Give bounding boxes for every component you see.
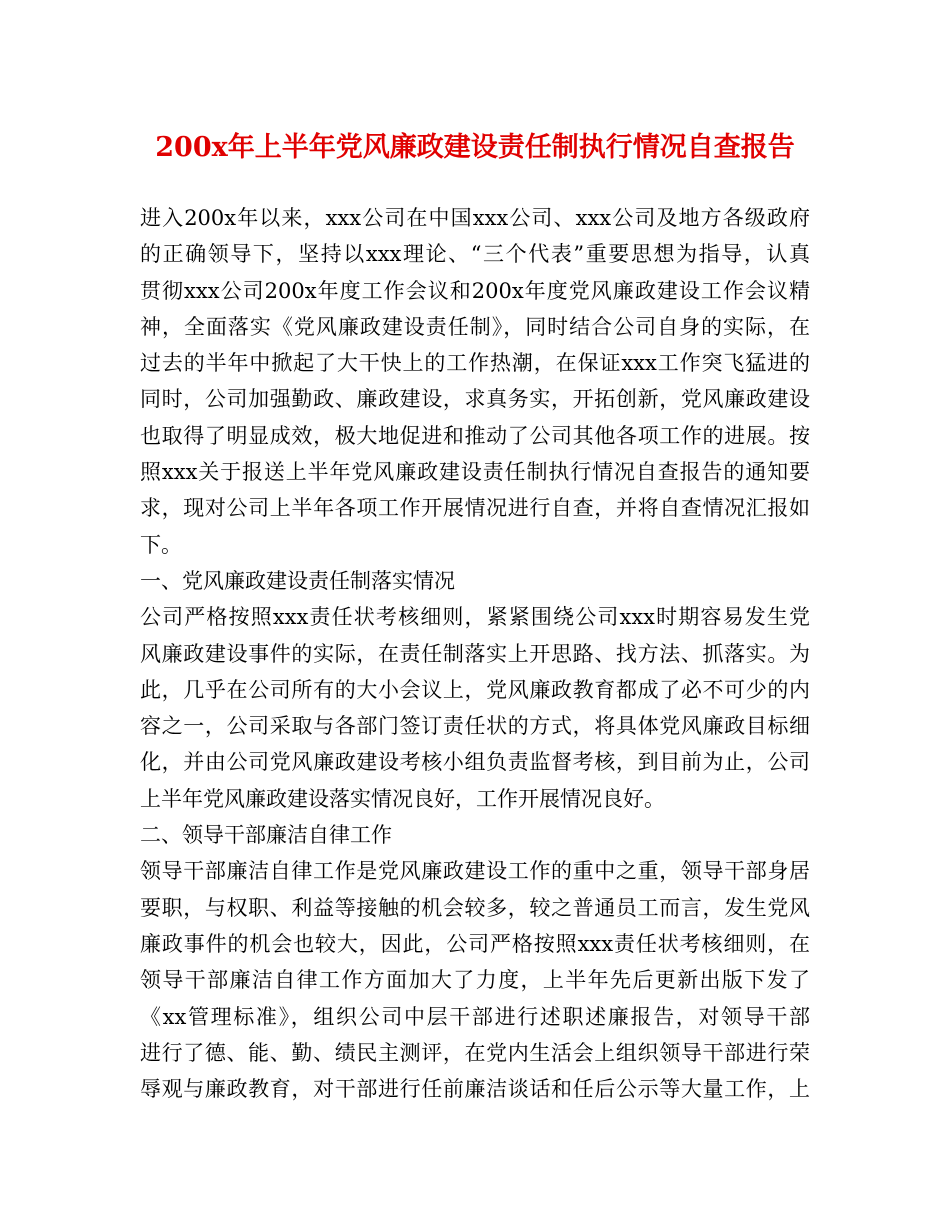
body-line: 《xx管理标准》，组织公司中层干部进行述职述廉报告，对领导干部 <box>140 1004 810 1029</box>
body-line: 风廉政建设事件的实际，在责任制落实上开思路、找方法、抓落实。为 <box>140 641 810 666</box>
body-line: 同时，公司加强勤政、廉政建设，求真务实，开拓创新，党风廉政建设 <box>140 387 810 412</box>
body-line: 廉政事件的机会也较大，因此，公司严格按照xxx责任状考核细则，在 <box>140 931 810 956</box>
body-line: 领导干部廉洁自律工作方面加大了力度，上半年先后更新出版下发了 <box>140 968 810 993</box>
section-heading: 二、领导干部廉洁自律工作 <box>140 823 392 848</box>
body-line: 神，全面落实《党风廉政建设责任制》，同时结合公司自身的实际，在 <box>140 314 810 339</box>
body-line: 领导干部廉洁自律工作是党风廉政建设工作的重中之重，领导干部身居 <box>140 859 810 884</box>
body-line: 贯彻xxx公司200x年度工作会议和200x年度党风廉政建设工作会议精 <box>140 278 810 303</box>
body-line: 也取得了明显成效，极大地促进和推动了公司其他各项工作的进展。按 <box>140 423 810 448</box>
document-body <box>140 200 820 1107</box>
section-heading: 一、党风廉政建设责任制落实情况 <box>140 568 455 593</box>
body-line: 上半年党风廉政建设落实情况良好，工作开展情况良好。 <box>140 786 665 811</box>
body-line: 照xxx关于报送上半年党风廉政建设责任制执行情况自查报告的通知要 <box>140 460 810 485</box>
body-line: 化，并由公司党风廉政建设考核小组负责监督考核，到目前为止，公司 <box>140 750 810 775</box>
body-line: 求，现对公司上半年各项工作开展情况进行自查，并将自查情况汇报如 <box>140 496 810 521</box>
body-line: 要职，与权职、利益等接触的机会较多，较之普通员工而言，发生党风 <box>140 895 810 920</box>
body-line: 下。 <box>140 532 182 557</box>
body-line: 此，几乎在公司所有的大小会议上，党风廉政教育都成了必不可少的内 <box>140 677 810 702</box>
body-line: 公司严格按照xxx责任状考核细则，紧紧围绕公司xxx时期容易发生党 <box>140 605 810 630</box>
document-title: 200x年上半年党风廉政建设责任制执行情况自查报告 <box>155 132 795 163</box>
body-line: 过去的半年中掀起了大干快上的工作热潮，在保证xxx工作突飞猛进的 <box>140 351 810 376</box>
body-line: 的正确领导下，坚持以xxx理论、“三个代表”重要思想为指导，认真 <box>140 242 810 267</box>
body-line: 进行了德、能、勤、绩民主测评，在党内生活会上组织领导干部进行荣 <box>140 1040 810 1065</box>
body-line: 进入200x年以来，xxx公司在中国xxx公司、xxx公司及地方各级政府 <box>140 206 810 230</box>
body-line: 辱观与廉政教育，对干部进行任前廉洁谈话和任后公示等大量工作，上 <box>140 1077 810 1102</box>
body-line: 容之一，公司采取与各部门签订责任状的方式，将具体党风廉政目标细 <box>140 714 810 739</box>
